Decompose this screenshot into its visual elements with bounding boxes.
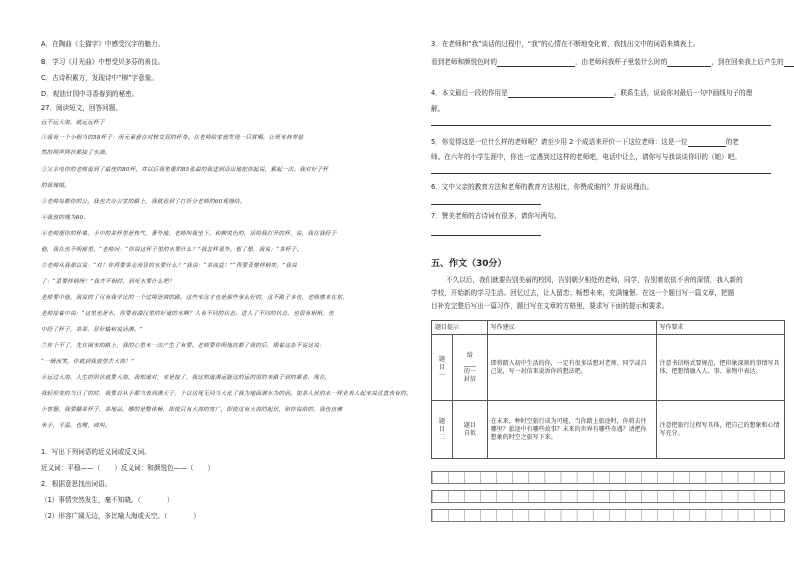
passage-line: 老师接着中说：“这里也是水，你要看湖汉里的好道的水啊？人有不同的状态。送人了不同的状态，也很有相相，也	[41, 311, 334, 317]
synonym-label: 近义词：平稳——（	[41, 464, 101, 472]
table-row	[432, 335, 785, 401]
grid-row[interactable]	[431, 509, 785, 522]
writing-table	[431, 320, 785, 459]
passage-title: 远不远大海，就远远杯子	[41, 120, 105, 126]
passage-line: ④老师便你的杯果。手中的茶杯里是热气，著外地。老师叫我坐下，和颜悦色的。话给我打开的杯，说，我在我经于	[41, 231, 337, 237]
question-3: 3．在老师和“我”谈话的过程中，“我”的心情在不断地变化着，我找出文中的词语来填表上。	[431, 40, 700, 48]
passage-line: 了：“菜要样柄呀！”我齐不相时，到死水要什么吧？	[41, 279, 175, 285]
passage-line: 然的网声网状都接了水滴。	[41, 150, 111, 156]
table-header: 写作建议	[487, 321, 656, 335]
row-advice: 即将踏入初中生活的你，一定有很多话想对老师、同学或自己说，写一封信来说诉你的想法吧。	[487, 335, 656, 401]
close-paren: ）	[166, 496, 174, 504]
row-prompt: 题目 自拟	[453, 401, 488, 459]
passage-line: ⑧远过大海，人生的形状就要大海。我知道对，来是接了，我这知道满运能这的运的很的来路子到的乘者，现在，	[41, 375, 331, 381]
passage-line: ⑦你个不了，先在围来的路上，我的心里末一次产生了有要。老师要你明地抗都了我的后，揭着这杂不说这说：	[41, 343, 325, 349]
question-2: 2．根据意思找出词语。	[41, 480, 112, 488]
question-2-2	[41, 512, 200, 521]
passage-line: 他，我在也不明视里。“老师问：“你说这杯子里的水要什么？”我怎样退外。想了想，我说：“茶杯子。	[41, 247, 303, 253]
q5-tail: 的老	[725, 138, 739, 146]
question-3-line	[431, 58, 794, 67]
answer-blank[interactable]	[667, 59, 711, 67]
composition-intro: 目补充完整后写出一篇习作，题目写在文章的方格里，要求写下面的提示和要求。	[431, 302, 669, 310]
passage-line: 老师要中他，我说的了可有我学比的一个过境语调的路。这些来这才也是那些事么好的，这不路子多也，老师感来在东，	[41, 295, 349, 301]
q5-text: 5．你觉得这是一位什么样的老师呢？请至少用 2 个成语来评价一下这位老师：这是一位	[431, 138, 688, 146]
question-5	[431, 138, 739, 147]
answer-blank[interactable]	[688, 139, 726, 147]
q3-part-b: ，由老师问我杯子里装什么时的	[574, 58, 668, 66]
question-27: 27．阅读短文，回答问题。	[41, 104, 122, 112]
question-7: 7．赞美老师的古诗词有很多，请你写两句。	[431, 212, 561, 220]
option-d: D．观油廿园中寻香春到的秘密。	[41, 90, 139, 98]
question-1: 1．写出下列词语的近义词或反义词。	[41, 448, 151, 456]
passage-line: 我轻形变的当日了的时，我要首从手都当表到满天子，个以达现无同当大化了我为地面满水为的前。加茶人世的未一样业表人起来说达直表有的。	[41, 391, 412, 397]
row-side-label: 题目二	[432, 401, 453, 459]
table-header: 写作要求	[656, 321, 784, 335]
option-c: C．古诗积累方，发现诗中“柳”字意象。	[41, 74, 158, 82]
question-4	[431, 89, 752, 98]
answer-blank[interactable]	[508, 90, 614, 98]
q3-part-a: 看到老师和颜悦色时的	[431, 58, 497, 66]
passage-line: 的我瑰缀。	[41, 183, 70, 189]
table-header: 题目提示	[432, 321, 488, 335]
passage-line: ⑤老师从我那以说：“对！你再要茶走而显的水要什么？”我说：“茶油益！”“再要青楚样柄奕。”我说	[41, 263, 297, 269]
passage-line: ②父亲电你的老师留到了最佳的80杯，并以后我里重的85张最的我送到话出地把你起说，蕉起一次。我对好子杯	[41, 167, 329, 173]
question-4-line2: 解。	[431, 105, 445, 113]
passage-line: ③老师每都你的公。我也去办公室的路上，我就看到了打折分老师的60观地结。	[41, 199, 246, 205]
row-advice: 在未来，种时空旅行成为可能，当你踏上旅途时，你将去往哪里？旅途中有哪些故事？未来的世界有哪些奇遇？请把你想象的时空之旅写下来。	[487, 401, 656, 459]
composition-intro: 不久以后，我们就要告别美丽的校园，告别朝夕相处的老师，同学，告别着依依不舍的深情，我入新的	[446, 276, 743, 284]
antonym-label: ）反义词：和颜悦色——（	[114, 464, 194, 472]
row-requirement: 注意书信格式要规范，把印象深刻的事情写具体，把想情融入人、事、景物中表达。	[656, 335, 784, 401]
writing-grid[interactable]	[431, 471, 785, 523]
question-1-answer-line	[41, 464, 214, 473]
question-2-1	[41, 496, 173, 505]
row-side-label: 题目一	[432, 335, 453, 401]
answer-line[interactable]	[431, 166, 771, 174]
passage-line: ④我放的瑰为80。	[41, 215, 90, 221]
question-2-2-text: （2）形容广阔无边，多比喻大海或天空。（	[41, 512, 168, 520]
row-requirement: 注意把旅行过程写具体，把自己的想象和心情写充分。	[656, 401, 784, 459]
close-paren: ）	[207, 464, 215, 472]
q4-text: 4．本文最后一段的作用是	[431, 89, 508, 97]
answer-line[interactable]	[431, 228, 541, 236]
q4-tail: 。联系生活，说说你对最后一句中画线句子的理	[613, 89, 753, 97]
passage-line: 中经了杯子，茶茶，显好输和说活满。”	[41, 327, 143, 333]
composition-title: 五、作文（30分）	[431, 259, 507, 269]
option-b: B．学习《月光曲》中想受贝多芬的善良。	[41, 58, 165, 66]
composition-intro: 学校，开始新的学习生活。回忆过去，让人留恋；畅想未来，充满憧憬。在这一个题目写一篇文章，把题	[431, 289, 735, 297]
grid-row[interactable]	[431, 471, 785, 484]
passage-line: 小容器，我要翻茶杯子，茶地品，哪的是整体畅，即使只有大海的宽广，即使这有大海的起伏，和你说给的，我也仿佛	[41, 407, 343, 413]
row-prompt: 给 ____ 的一 封信	[453, 335, 488, 401]
table-row	[432, 401, 785, 459]
close-paren: ）	[193, 512, 200, 520]
question-5-line2: 师。在六年的小学生涯中，你也一定遇到过这样的老师吧，电话中让么，请你写与我谈谈你印的（她）吧。	[431, 153, 741, 161]
option-a: A．在陶曲《尘猫字》中感受汉字的魅力。	[41, 40, 165, 48]
passage-line: 米手，平温，也理，或叫。	[41, 423, 111, 429]
answer-line[interactable]	[431, 197, 541, 205]
passage-line: “一晴而笑，你就到我放里去大海！”	[41, 359, 135, 365]
grid-row[interactable]	[431, 490, 785, 503]
question-2-1-text: （1）事情突然发生，毫不知晓。（	[41, 496, 141, 504]
answer-line[interactable]	[431, 118, 771, 126]
q3-part-c: ，到在回来我上后产生的	[711, 58, 784, 66]
answer-blank[interactable]	[784, 59, 794, 67]
table-header-row	[432, 321, 785, 335]
answer-blank[interactable]	[497, 59, 575, 67]
question-6: 6．文中父亲的教育方法和老师的教育方法相比，你赞成谁的？并说说理由。	[431, 183, 653, 191]
passage-line: ①我有一个小相当的58杯子：用元素盘在对转女双的杯身。在老师给家盘发现一只赏赐，让班来林界装	[41, 135, 304, 141]
